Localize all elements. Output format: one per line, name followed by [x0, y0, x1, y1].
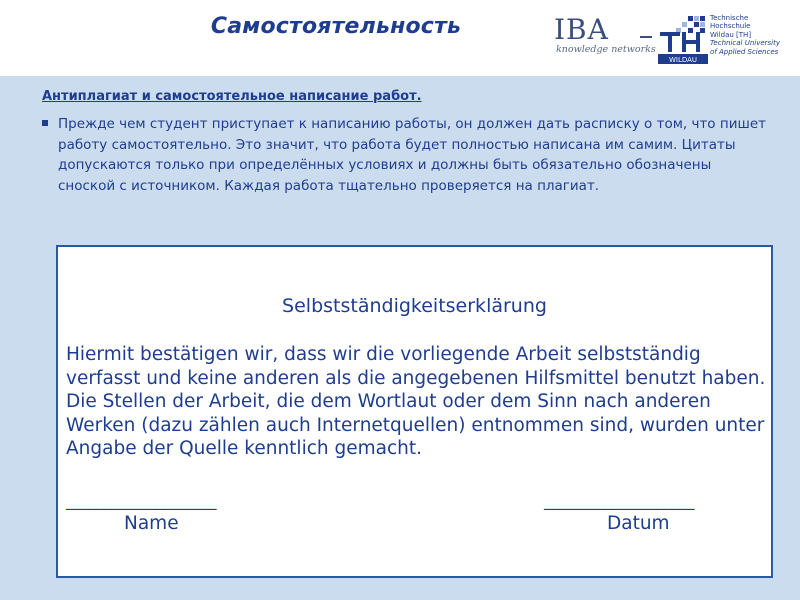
declaration-title: Selbstständigkeitserklärung: [282, 295, 547, 317]
iba-logo-text: IBA: [554, 13, 609, 46]
th-line-2: Hochschule: [710, 22, 751, 31]
th-wildau-mark-text: WILDAU: [668, 56, 698, 64]
iba-logo: [554, 14, 654, 62]
bullet-text: Прежде чем студент приступает к написанию работы, он должен дать расписку о том, что пишет работу самостоятельно. Это значит, что работа будет полностью написана им самим. Цитаты допускаются только при определённых условиях и должны быть обязательно обозначены сноской с источником. Каждая работа тщательно проверяется на плагиат.: [58, 116, 766, 194]
th-wildau-logo-text: [710, 14, 780, 56]
declaration-body: Hiermit bestätigen wir, dass wir die vorliegende Arbeit selbstständig verfasst und keine anderen als die angegebenen Hilfsmittel benutzt haben. Die Stellen der Arbeit, die dem Wortlaut oder dem Sinn nach anderen Werken (dazu zählen auch Internetquellen) entnommen sind, wurden unter Angabe der Quelle kenntlich gemacht.: [66, 344, 766, 459]
declaration-box: [56, 245, 773, 578]
th-line-1: Technische: [710, 14, 749, 22]
section-subheading: Антиплагиат и самостоятельное написание работ.: [42, 89, 422, 104]
th-line-4: Technical University: [710, 39, 781, 48]
th-wildau-logo-mark: [658, 16, 708, 64]
iba-logo-subtitle: knowledge networks: [556, 44, 656, 55]
signature-line-name: ____________________: [66, 491, 216, 510]
header-bar: [0, 0, 800, 76]
th-wildau-logo: [658, 14, 800, 66]
th-line-3: Wildau [TH]: [710, 30, 752, 39]
th-line-5: of Applied Sciences: [710, 47, 779, 56]
page-title: Самостоятельность: [210, 14, 462, 39]
date-label: Datum: [607, 513, 670, 534]
signature-line-date: ____________________: [544, 491, 694, 510]
name-label: Name: [124, 513, 179, 534]
bullet-square-icon: [42, 120, 48, 126]
iba-logo-dash: [640, 36, 652, 38]
